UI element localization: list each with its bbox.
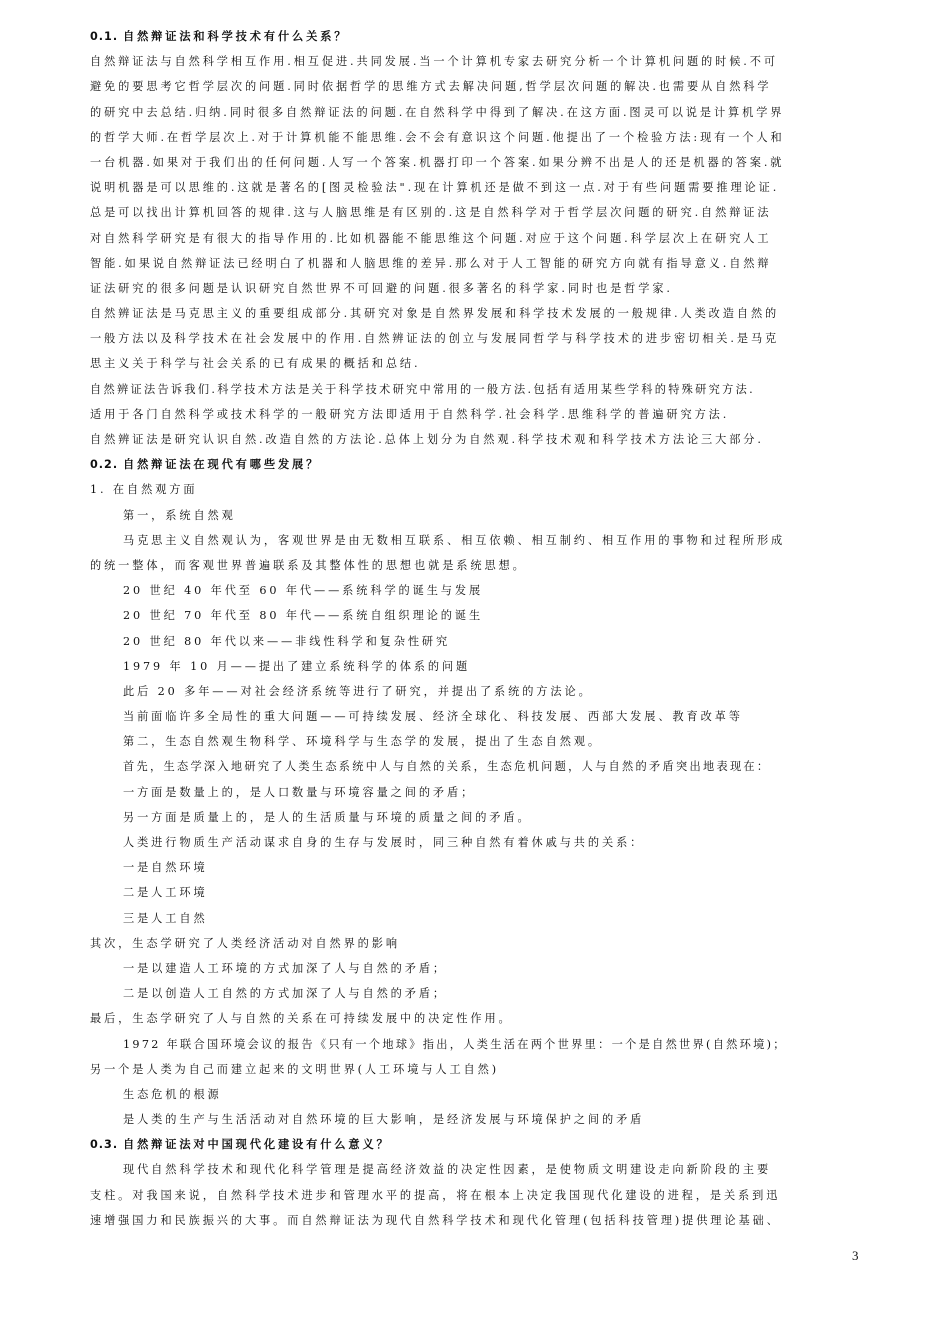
question-number: 0.2	[90, 458, 113, 472]
text-line: 1979 年 10 月——提出了建立系统科学的体系的问题	[123, 659, 471, 673]
text-line: 20 世纪 70 年代至 80 年代——系统自组织理论的诞生	[123, 609, 484, 623]
text-line: 自然辩证法与自然科学相互作用.相互促进.共同发展.当一个计算机专家去研究分析一个计算机问题的时候.不可	[90, 55, 778, 69]
question-title: 自然辩证法和科学技术有什么关系？	[122, 29, 349, 43]
question-title: 自然辩证法对中国现代化建设有什么意义？	[122, 1137, 391, 1152]
text-line: 的研究中去总结.归纳.同时很多自然辩证法的问题.在自然科学中得到了解决.在这方面.图灵可以说是计算机学界	[90, 105, 785, 119]
list-item: 二是以创造人工自然的方式加深了人与自然的矛盾；	[123, 987, 448, 1001]
question-heading: 0.2. 自然辩证法在现代有哪些发展？	[90, 457, 321, 472]
question-heading: 0.3. 自然辩证法对中国现代化建设有什么意义？	[90, 1137, 391, 1152]
text-line: 的统一整体，而客观世界普遍联系及其整体性的思想也就是系统思想。	[90, 558, 527, 572]
text-line: 最后，生态学研究了人与自然的关系在可持续发展中的决定性作用。	[90, 1012, 513, 1026]
text-line: 首先，生态学深入地研究了人类生态系统中人与自然的关系，生态危机问题，人与自然的矛盾突出地表现在：	[123, 760, 771, 774]
document-page	[90, 24, 875, 1233]
list-item: 一是以建造人工环境的方式加深了人与自然的矛盾；	[123, 961, 448, 975]
question-heading: 0.1. 自然辩证法和科学技术有什么关系？	[90, 29, 349, 43]
text-line: 说明机器是可以思维的.这就是著名的[图灵检验法".现在计算机还是做不到这一点.对于有些问题需要推理论证.	[90, 181, 780, 195]
text-line: 智能.如果说自然辩证法已经明白了机器和人脑思维的差异.那么对于人工智能的研究方向就有指导意义.自然辩	[90, 256, 772, 270]
text-line: 自然辨证法是研究认识自然.改造自然的方法论.总体上划分为自然观.科学技术观和科学技术方法论三大部分.	[90, 433, 764, 446]
text-line: 20 世纪 40 年代至 60 年代——系统科学的诞生与发展	[123, 584, 484, 598]
text-line: 自然辨证法是马克思主义的重要组成部分.其研究对象是自然界发展和科学技术发展的一般规律.人类改造自然的	[90, 307, 780, 321]
question-title: 自然辩证法在现代有哪些发展？	[122, 457, 321, 472]
text-line: 其次，生态学研究了人类经济活动对自然界的影响	[90, 936, 400, 950]
text-line: 证法研究的很多问题是认识研究自然世界不可回避的问题.很多著名的科学家.同时也是哲学家.	[90, 281, 673, 295]
text-line: 对自然科学研究是有很大的指导作用的.比如机器能不能思维这个问题.对应于这个问题.科学层次上在研究人工	[90, 231, 772, 245]
section-heading: 1. 在自然观方面	[90, 483, 198, 497]
text-line: 现代自然科学技术和现代化科学管理是提高经济效益的决定性因素，是使物质文明建设走向新阶段的主要	[123, 1163, 772, 1177]
text-line: 支柱。对我国来说，自然科学技术进步和管理水平的提高，将在根本上决定我国现代化建设的进程，是关系到迅	[90, 1188, 781, 1202]
text-line: 人类进行物质生产活动谋求自身的生存与发展时，同三种自然有着休戚与共的关系：	[123, 836, 645, 849]
list-item: 一是自然环境	[123, 861, 208, 875]
list-item: 三是人工自然	[123, 911, 208, 925]
question-number: 0.1	[90, 30, 113, 43]
text-line: 马克思主义自然观认为，客观世界是由无数相互联系、相互依赖、相互制约、相互作用的事物和过程所形成	[123, 533, 786, 547]
text-line: 20 世纪 80 年代以来——非线性科学和复杂性研究	[123, 634, 451, 648]
text-line: 一方面是数量上的，是人口数量与环境容量之间的矛盾；	[123, 785, 476, 799]
text-line: 此后 20 多年——对社会经济系统等进行了研究，并提出了系统的方法论。	[123, 684, 593, 698]
text-line: 另一方面是质量上的，是人的生活质量与环境的质量之间的矛盾。	[123, 810, 532, 824]
text-line: 总是可以找出计算机回答的规律.这与人脑思维是有区别的.这是自然科学对于哲学层次问题的研究.自然辩证法	[90, 206, 772, 220]
text-line: 1972 年联合国环境会议的报告《只有一个地球》指出，人类生活在两个世界里：一个是自然世界(自然环境)；	[123, 1037, 787, 1051]
page-number: 3	[852, 1248, 859, 1263]
text-line: 一般方法以及科学技术在社会发展中的作用.自然辨证法的创立与发展同哲学与科学技术的进步密切相关.是马克	[90, 332, 780, 346]
text-line: 的哲学大师.在哲学层次上.对于计算机能不能思维.会不会有意识这个问题.他提出了一个检验方法:现有一个人和	[90, 130, 785, 144]
text-line: 速增强国力和民族振兴的大事。而自然辩证法为现代自然科学技术和现代化管理(包括科技管理)提供理论基础、	[90, 1213, 781, 1227]
list-item: 二是人工环境	[123, 886, 208, 900]
subsection-heading: 第二，生态自然观生物科学、环境科学与生态学的发展，提出了生态自然观。	[123, 735, 602, 749]
text-line: 一台机器.如果对于我们出的任何问题.人写一个答案.机器打印一个答案.如果分辨不出是人的还是机器的答案.就	[90, 155, 785, 169]
question-number: 0.3	[90, 1138, 113, 1152]
subsection-heading: 第一，系统自然观	[123, 508, 236, 522]
text-line: 生态危机的根源	[123, 1087, 222, 1101]
text-line: 思主义关于科学与社会关系的已有成果的概括和总结.	[90, 357, 421, 371]
text-line: 是人类的生产与生活活动对自然环境的巨大影响，是经济发展与环境保护之间的矛盾	[123, 1113, 645, 1127]
text-line: 避免的要思考它哲学层次的问题.同时依据哲学的思维方式去解决问题,哲学层次问题的解决.也需要从自然科学	[90, 80, 772, 94]
text-line: 适用于各门自然科学或技术科学的一般研究方法即适用于自然科学.社会科学.思维科学的普遍研究方法.	[90, 407, 730, 421]
text-line: 另一个是人类为自己而建立起来的文明世界(人工环境与人工自然)	[90, 1062, 499, 1076]
text-line: 自然辨证法告诉我们.科学技术方法是关于科学技术研究中常用的一般方法.包括有适用某些学科的特殊研究方法.	[90, 382, 755, 396]
text-line: 当前面临许多全局性的重大问题——可持续发展、经济全球化、科技发展、西部大发展、教育改革等	[123, 710, 743, 724]
